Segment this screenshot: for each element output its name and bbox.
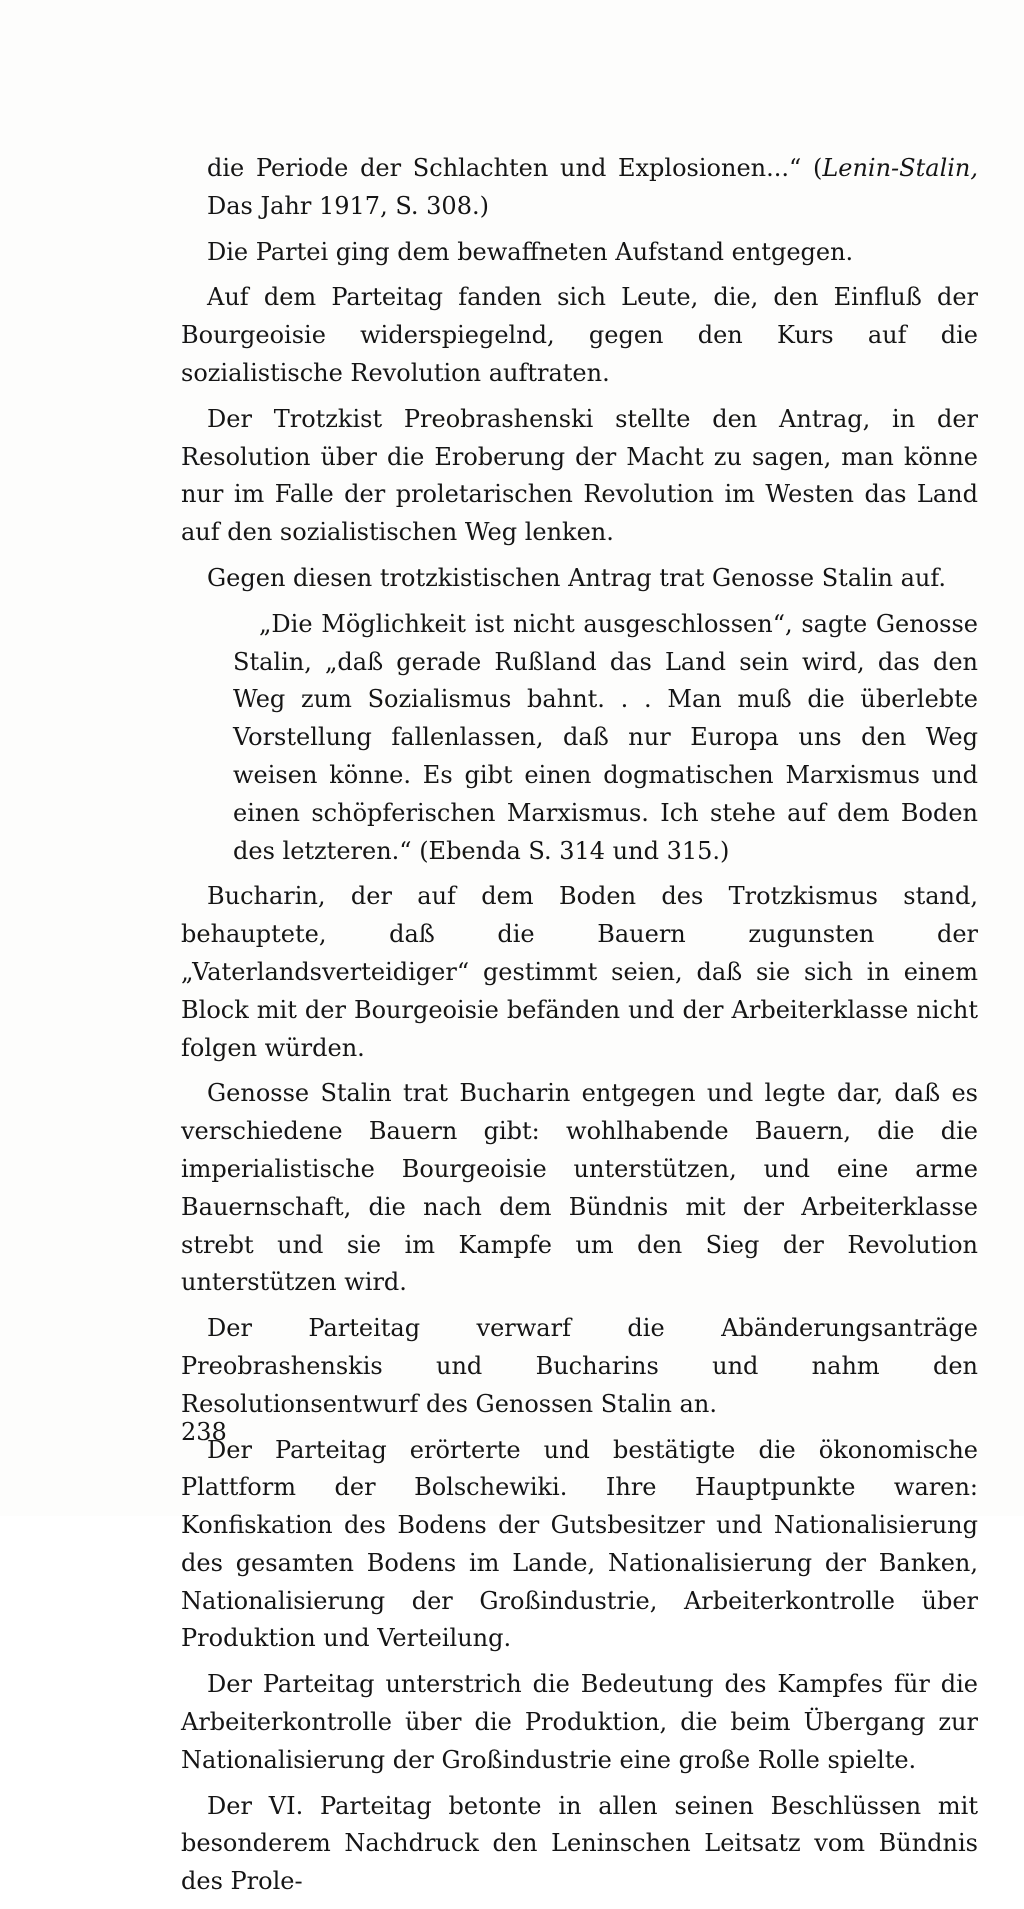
paragraph: Auf dem Parteitag fanden sich Leute, die, den Einfluß der Bourgeoisie widerspiegelnd, gegen den Kurs auf die sozialistische Revolution auftraten. bbox=[181, 283, 978, 387]
page-number: 238 bbox=[181, 1418, 227, 1446]
paragraph: Bucharin, der auf dem Boden des Trotzkismus stand, behauptete, daß die Bauern zugunsten der „Vaterlandsverteidiger“ gestimmt seien, daß sie sich in einem Block mit der Bourgeoisie befänden und der Arbeiterklasse nicht folgen würden. bbox=[181, 882, 978, 1062]
paragraph: Die Partei ging dem bewaffneten Aufstand entgegen. bbox=[207, 237, 854, 266]
paragraph: Genosse Stalin trat Bucharin entgegen und legte dar, daß es verschiedene Bauern gibt: wohlhabende Bauern, die die imperialistische Bourgeoisie unterstützen, und eine arme Bauernschaft, die nach dem Bündnis mit der Arbeiterklasse strebt und sie im Kampfe um den Sieg der Revolution unterstützen wird. bbox=[181, 1079, 978, 1297]
paragraph: Gegen diesen trotzkistischen Antrag trat Genosse Stalin auf. bbox=[207, 563, 946, 592]
paragraph: Der Parteitag erörterte und bestätigte die ökonomische Plattform der Bolschewiki. Ihre Hauptpunkte waren: Konfiskation des Bodens der Gutsbesitzer und Nationalisierung des gesamten Bodens im Lande, Nationalisierung der Banken, Nationalisierung der Großindustrie, Arbeiterkontrolle über Produktion und Verteilung. bbox=[181, 1435, 978, 1653]
paragraph: Der Parteitag unterstrich die Bedeutung des Kampfes für die Arbeiterkontrolle über die Produktion, die beim Übergang zur Nationalisierung der Großindustrie eine große Rolle spielte. bbox=[181, 1670, 978, 1774]
paragraph: Der Trotzkist Preobrashenski stellte den Antrag, in der Resolution über die Eroberung der Macht zu sagen, man könne nur im Falle der proletarischen Revolution im Westen das Land auf den sozialistischen Weg lenken. bbox=[181, 404, 978, 547]
citation-author: Lenin-Stalin, bbox=[822, 154, 978, 182]
block-quote: „Die Möglichkeit ist nicht ausgeschlossen“, sagte Genosse Stalin, „daß gerade Rußland das Land sein wird, das den Weg zum Sozialismus bahnt. . . Man muß die überlebte Vorstellung fallenlassen, daß nur Europa uns den Weg weisen könne. Es gibt einen dogmatischen Marxismus und einen schöpferischen Marxismus. Ich stehe auf dem Boden des letzteren.“ (Ebenda S. 314 und 315.) bbox=[233, 609, 978, 865]
paragraph: Der Parteitag verwarf die Abänderungsanträge Preobrashenskis und Bucharins und nahm den Resolutionsentwurf des Genossen Stalin an. bbox=[181, 1314, 978, 1418]
citation-source: Das Jahr 1917, S. 308.) bbox=[207, 191, 489, 220]
paragraph: Der VI. Parteitag betonte in allen seinen Beschlüssen mit besonderem Nachdruck den Leninschen Leitsatz vom Bündnis des Prole- bbox=[181, 1791, 978, 1896]
paragraph-text: die Periode der Schlachten und Explosionen...“ ( bbox=[207, 154, 823, 182]
body-text bbox=[181, 150, 978, 1909]
paragraph-quote-end bbox=[181, 150, 978, 226]
